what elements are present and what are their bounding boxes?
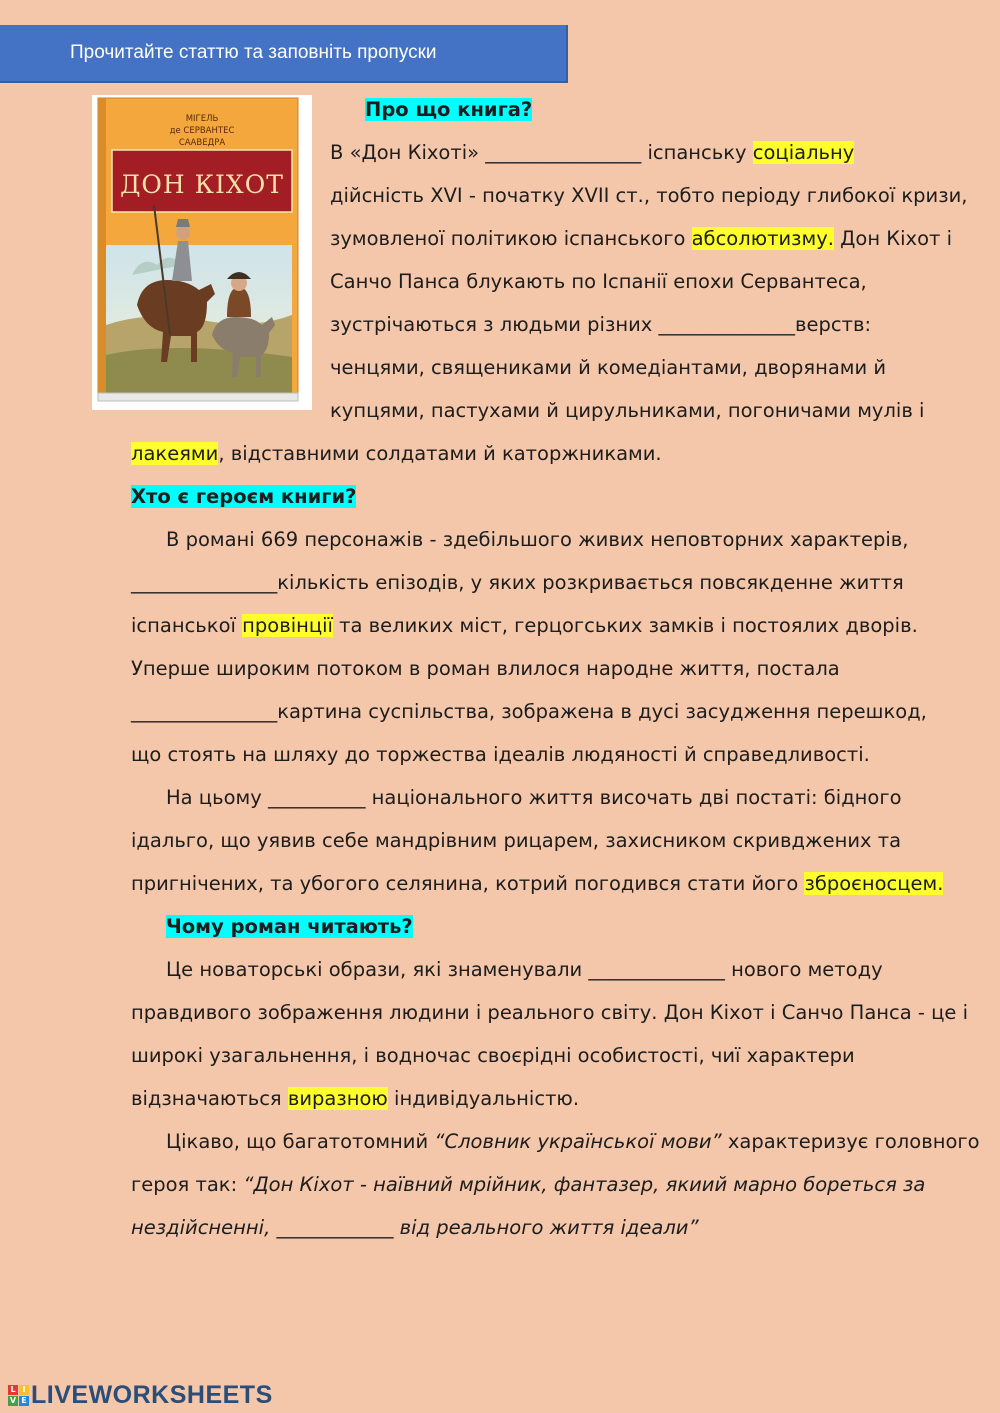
paragraph-line: іспанської провінції та великих міст, герцогських замків і постоялих дворів. bbox=[131, 614, 918, 637]
paragraph-line: _______________кількість епізодів, у яких розкривається повсякденне життя bbox=[131, 571, 904, 594]
highlighted-word: абсолютизму. bbox=[691, 227, 834, 250]
liveworksheets-logo[interactable] bbox=[8, 1380, 273, 1410]
paragraph-line: зустрічаються з людьми різних ______________верств: bbox=[330, 313, 872, 336]
instruction-banner bbox=[0, 25, 568, 83]
paragraph-line: Санчо Панса блукають по Іспанії епохи Сервантеса, bbox=[330, 270, 867, 293]
heading-about: Про що книга? bbox=[365, 98, 533, 121]
paragraph-line: що стоять на шляху до торжества ідеалів людяності й справедливості. bbox=[131, 743, 870, 766]
book-cover-image bbox=[92, 95, 312, 410]
highlighted-word: лакеями bbox=[131, 442, 219, 465]
heading-hero: Хто є героєм книги? bbox=[131, 485, 357, 508]
logo-blocks-icon: L I V E bbox=[8, 1385, 29, 1406]
banner-title: Прочитайте статтю та заповніть пропуски bbox=[70, 42, 437, 63]
paragraph-line: лакеями, відставними солдатами й каторжниками. bbox=[131, 442, 662, 465]
paragraph-line: _______________картина суспільства, зображена в дусі засудження перешкод, bbox=[131, 700, 927, 723]
paragraph-line: відзначаються виразною індивідуальністю. bbox=[131, 1087, 580, 1110]
highlighted-word: соціальну bbox=[752, 141, 855, 164]
paragraph-line: Це новаторські образи, які знаменували ______________ нового методу bbox=[166, 958, 883, 981]
paragraph-line: Уперше широким потоком в роман влилося народне життя, постала bbox=[131, 657, 840, 680]
highlighted-word: зброєносцем. bbox=[804, 872, 944, 895]
paragraph-line: В романі 669 персонажів - здебільшого живих неповторних характерів, bbox=[166, 528, 909, 551]
paragraph-line: нездійсненні, ____________ від реального життя ідеали” bbox=[131, 1216, 699, 1239]
paragraph-line: правдивого зображення людини і реального світу. Дон Кіхот і Санчо Панса - це і bbox=[131, 1001, 969, 1024]
paragraph-line: пригнічених, та убогого селянина, котрий погодився стати його зброєносцем. bbox=[131, 872, 944, 895]
book-cover-title: ДОН КІХОТ bbox=[120, 170, 284, 199]
paragraph-line: героя так: “Дон Кіхот - наївний мрійник, фантазер, якиий марно бореться за bbox=[131, 1173, 926, 1196]
logo-text: LIVEWORKSHEETS bbox=[31, 1380, 273, 1409]
paragraph-line: ченцями, священиками й комедіантами, дворянами й bbox=[330, 356, 887, 379]
paragraph-line: На цьому __________ національного життя височать дві постаті: бідного bbox=[166, 786, 902, 809]
svg-text:МІГЕЛЬ: МІГЕЛЬ bbox=[185, 114, 219, 124]
paragraph-line: зумовленої політикою іспанського абсолютизму. Дон Кіхот і bbox=[330, 227, 952, 250]
paragraph-line: купцями, пастухами й цирульниками, погоничами мулів і bbox=[330, 399, 925, 422]
paragraph-line: ідальго, що уявив себе мандрівним рицарем, захисником скривджених та bbox=[131, 829, 902, 852]
paragraph-line: В «Дон Кіхоті» ________________ іспанську соціальну bbox=[330, 141, 855, 164]
highlighted-word: провінції bbox=[242, 614, 333, 637]
paragraph-line: дійсність XVI - початку XVII ст., тобто періоду глибокої кризи, bbox=[330, 184, 968, 207]
paragraph-line: широкі узагальнення, і водночас своєрідні особистості, чиї характери bbox=[131, 1044, 855, 1067]
paragraph-line: Цікаво, що багатотомний “Словник української мови” характеризує головного bbox=[166, 1130, 980, 1153]
svg-text:СААВЕДРА: СААВЕДРА bbox=[178, 138, 226, 148]
svg-text:де СЕРВАНТЕС: де СЕРВАНТЕС bbox=[169, 126, 235, 136]
highlighted-word: виразною bbox=[287, 1087, 388, 1110]
heading-why: Чому роман читають? bbox=[166, 915, 413, 938]
